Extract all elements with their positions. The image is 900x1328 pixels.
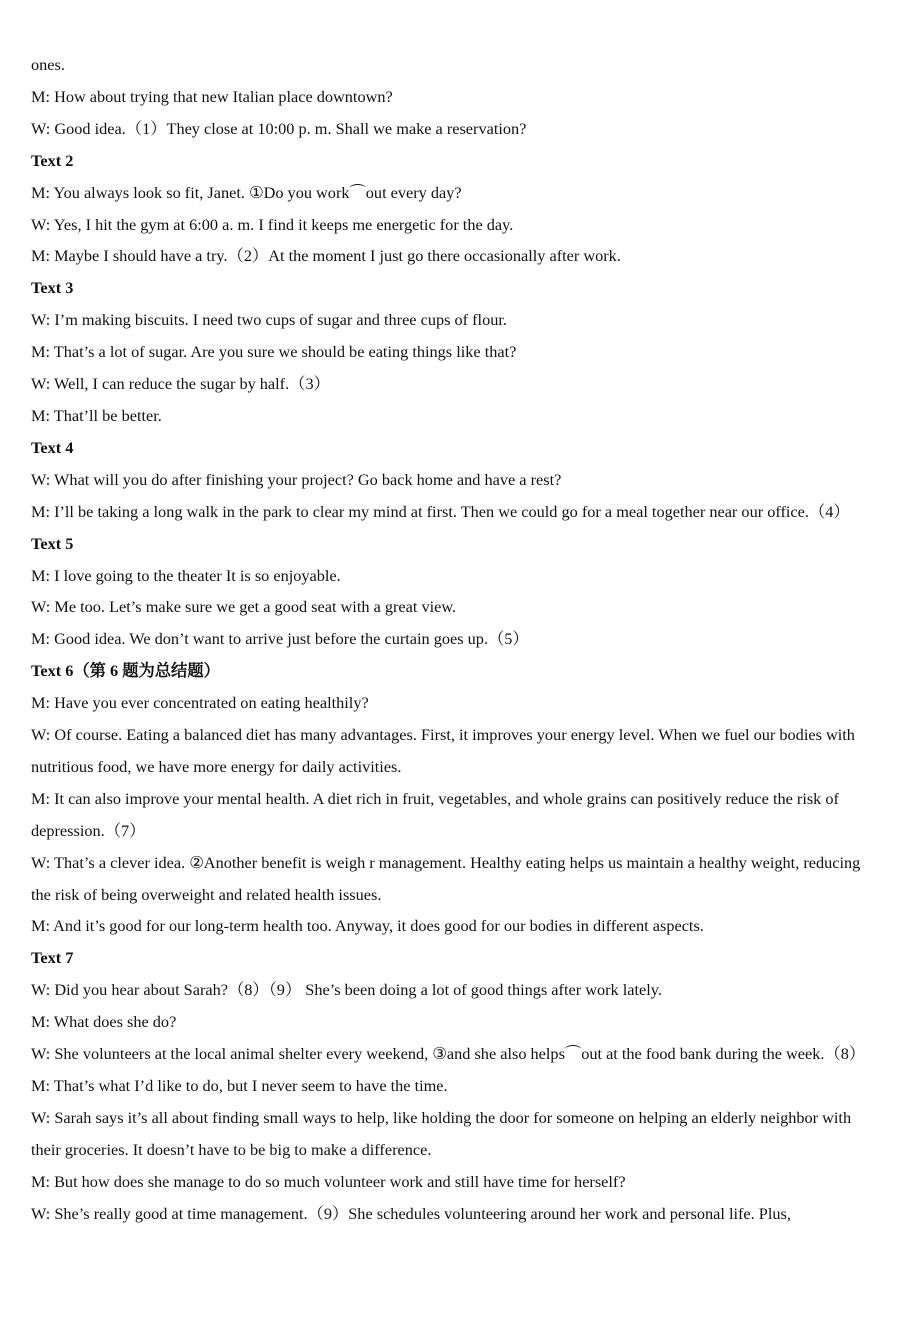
section-heading: Text 2 (31, 150, 74, 170)
dialogue-line: W: Well, I can reduce the sugar by half.（3） (31, 374, 330, 394)
document-page (31, 49, 876, 1230)
dialogue-paragraph: M: I’ll be taking a long walk in the park to clear my mind at first. Then we could go for a meal together near our office.（4） (31, 501, 850, 521)
dialogue-line: W: I’m making biscuits. I need two cups of sugar and three cups of flour. (31, 310, 507, 330)
dialogue-line: M: I love going to the theater It is so enjoyable. (31, 565, 341, 585)
dialogue-line: W: Good idea.（1）They close at 10:00 p. m. Shall we make a reservation? (31, 118, 527, 138)
dialogue-line: M: You always look so fit, Janet. ①Do you work⌒out every day? (31, 182, 462, 202)
dialogue-line: M: How about trying that new Italian place downtown? (31, 86, 393, 106)
section-heading: Text 7 (31, 948, 74, 968)
dialogue-line: M: What does she do? (31, 1012, 177, 1032)
dialogue-line: W: What will you do after finishing your project? Go back home and have a rest? (31, 469, 562, 489)
dialogue-line: M: Have you ever concentrated on eating healthily? (31, 693, 369, 713)
dialogue-paragraph: W: She volunteers at the local animal shelter every weekend, ③and she also helps⌒out at the food bank during the week.（8） (31, 1044, 866, 1064)
dialogue-line: M: Good idea. We don’t want to arrive just before the curtain goes up.（5） (31, 629, 529, 649)
dialogue-paragraph: W: Sarah says it’s all about finding small ways to help, like holding the door for someone on helping an elderly neighbor with their groceries. It doesn’t have to be big to make a difference. (31, 1107, 852, 1159)
dialogue-line: ones. (31, 55, 65, 74)
dialogue-line: M: That’ll be better. (31, 405, 162, 425)
section-heading: Text 6（第 6 题为总结题） (31, 661, 220, 681)
transcript-body (31, 49, 876, 1230)
section-heading: Text 3 (31, 278, 74, 298)
dialogue-line: W: She’s really good at time management.（9）She schedules volunteering around her work and personal life. Plus, (31, 1203, 791, 1223)
section-heading: Text 5 (31, 533, 74, 553)
section-heading: Text 4 (31, 437, 74, 457)
dialogue-line: W: Me too. Let’s make sure we get a good seat with a great view. (31, 597, 457, 617)
dialogue-line: M: Maybe I should have a try.（2）At the moment I just go there occasionally after work. (31, 246, 621, 266)
dialogue-paragraph: W: That’s a clever idea. ②Another benefit is weigh r management. Healthy eating helps us maintain a healthy weight, reducing the risk of being overweight and related health issues. (31, 852, 861, 904)
dialogue-paragraph: M: It can also improve your mental health. A diet rich in fruit, vegetables, and whole grains can positively reduce the risk of depression.（7） (31, 788, 839, 840)
dialogue-line: M: That’s a lot of sugar. Are you sure we should be eating things like that? (31, 342, 517, 362)
dialogue-line: W: Did you hear about Sarah?（8）（9） She’s been doing a lot of good things after work lately. (31, 980, 662, 1000)
dialogue-line: W: Yes, I hit the gym at 6:00 a. m. I find it keeps me energetic for the day. (31, 214, 514, 234)
dialogue-line: M: That’s what I’d like to do, but I never seem to have the time. (31, 1076, 448, 1095)
dialogue-line: M: But how does she manage to do so much volunteer work and still have time for herself? (31, 1171, 626, 1191)
dialogue-line: M: And it’s good for our long-term health too. Anyway, it does good for our bodies in different aspects. (31, 916, 704, 936)
dialogue-paragraph: W: Of course. Eating a balanced diet has many advantages. First, it improves your energy level. When we fuel our bodies with nutritious food, we have more energy for daily activities. (31, 725, 855, 776)
